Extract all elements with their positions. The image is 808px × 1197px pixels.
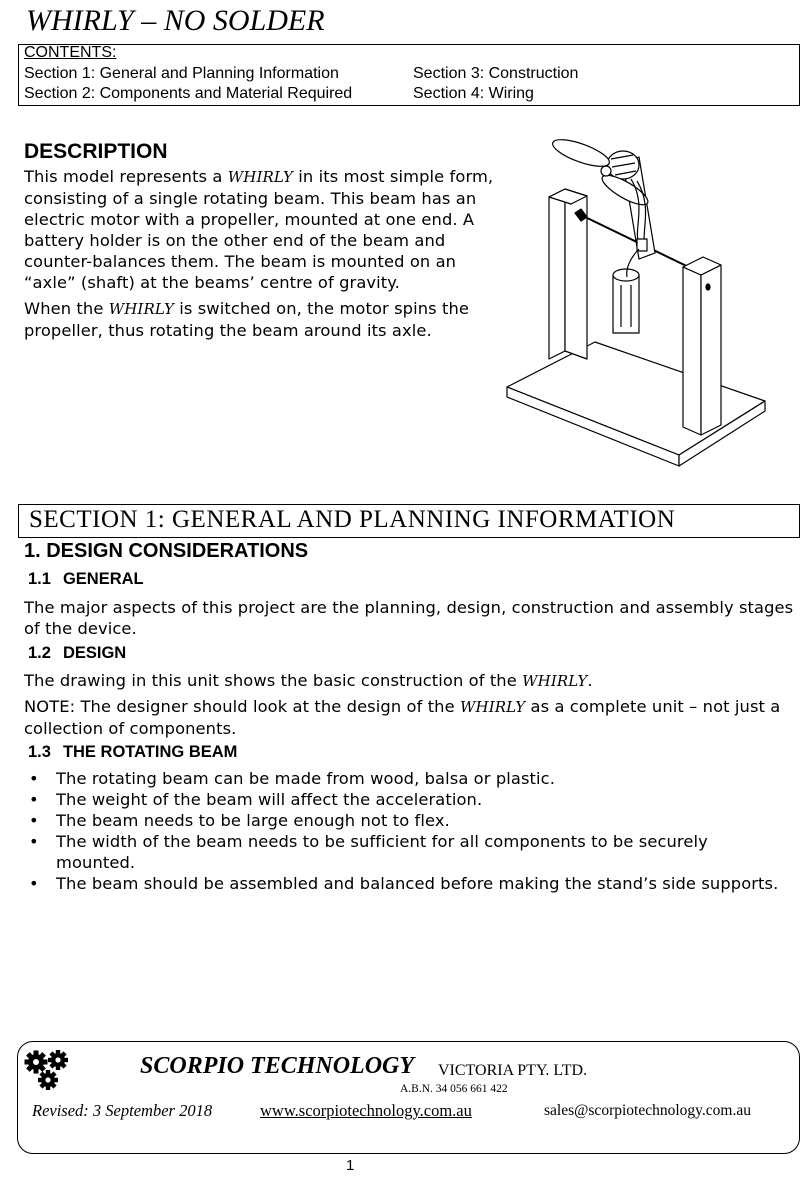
bullet-item: • The width of the beam needs to be sufficient for all components to be securely mounted. bbox=[29, 832, 708, 872]
page-number: 1 bbox=[346, 1157, 355, 1174]
section-1-banner bbox=[18, 504, 800, 538]
bullet-icon: • bbox=[29, 832, 39, 851]
general-paragraph: The major aspects of this project are the planning, design, construction and assembly stages of the device. bbox=[24, 598, 794, 638]
description-heading: DESCRIPTION bbox=[24, 140, 168, 163]
bullet-item: • The beam should be assembled and balanced before making the stand’s side supports. bbox=[29, 874, 779, 893]
website-link[interactable]: www.scorpiotechnology.com.au bbox=[260, 1101, 472, 1120]
right-support-side bbox=[701, 265, 721, 435]
company-name: SCORPIO TECHNOLOGY bbox=[140, 1053, 415, 1079]
whirly-illustration bbox=[505, 135, 767, 473]
description-paragraph-1: This model represents a WHIRLY in its most simple form, consisting of a single rotating beam. This beam has an electric motor with a propeller, mounted at one end. A battery holder is on the other end of the beam and counter-balances them. The beam is mounted on an “axle” (shaft) at the beams’ centre of gravity. bbox=[24, 167, 494, 292]
battery-holder-top bbox=[613, 269, 639, 281]
right-support-front bbox=[683, 267, 701, 435]
design-considerations-heading: 1. DESIGN CONSIDERATIONS bbox=[24, 540, 309, 562]
bullet-item: • The beam needs to be large enough not to flex. bbox=[29, 811, 450, 830]
whirly-term: WHIRLY bbox=[460, 698, 526, 716]
bullet-icon: • bbox=[29, 874, 39, 893]
contents-box bbox=[18, 44, 800, 106]
contents-item-section-3: Section 3: Construction bbox=[413, 65, 579, 82]
bullet-icon: • bbox=[29, 769, 39, 788]
battery-holder bbox=[613, 275, 639, 333]
revised-date: Revised: 3 September 2018 bbox=[32, 1101, 213, 1120]
bullet-item: • The weight of the beam will affect the acceleration. bbox=[29, 790, 483, 809]
bullet-icon: • bbox=[29, 811, 39, 830]
rotating-beam-bullets bbox=[24, 768, 784, 894]
design-note: NOTE: The designer should look at the design of the WHIRLY as a complete unit – not just a collection of components. bbox=[24, 697, 781, 738]
section-1-title: SECTION 1: GENERAL AND PLANNING INFORMATION bbox=[29, 506, 676, 533]
contents-item-section-1: Section 1: General and Planning Information bbox=[24, 65, 339, 82]
abn-number: A.B.N. 34 056 661 422 bbox=[400, 1083, 508, 1095]
subheading-design: 1.2 DESIGN bbox=[28, 644, 127, 662]
email-address[interactable]: sales@scorpiotechnology.com.au bbox=[544, 1102, 751, 1119]
subheading-general: 1.1 GENERAL bbox=[28, 570, 144, 588]
propeller-blade-left bbox=[550, 135, 613, 172]
whirly-term: WHIRLY bbox=[227, 168, 294, 186]
whirly-term: WHIRLY bbox=[108, 300, 174, 318]
document-title: WHIRLY – NO SOLDER bbox=[26, 4, 325, 37]
gears-icon bbox=[24, 1050, 84, 1092]
description-body bbox=[24, 166, 494, 346]
design-paragraph: The drawing in this unit shows the basic construction of the WHIRLY. bbox=[24, 671, 593, 690]
description-paragraph-2: When the WHIRLY is switched on, the motor spins the propeller, thus rotating the beam around its axle. bbox=[24, 299, 470, 340]
whirly-term: WHIRLY bbox=[522, 672, 588, 690]
contents-item-section-4: Section 4: Wiring bbox=[413, 85, 534, 102]
bullet-icon: • bbox=[29, 790, 39, 809]
contents-heading: CONTENTS: bbox=[24, 44, 117, 61]
propeller-hub bbox=[601, 166, 611, 176]
contents-item-section-2: Section 2: Components and Material Required bbox=[24, 85, 353, 102]
bullet-item: • The rotating beam can be made from wood, balsa or plastic. bbox=[29, 769, 555, 788]
subheading-rotating-beam: 1.3 THE ROTATING BEAM bbox=[28, 743, 238, 761]
company-suffix: VICTORIA PTY. LTD. bbox=[438, 1062, 588, 1079]
left-support-side bbox=[549, 189, 565, 359]
